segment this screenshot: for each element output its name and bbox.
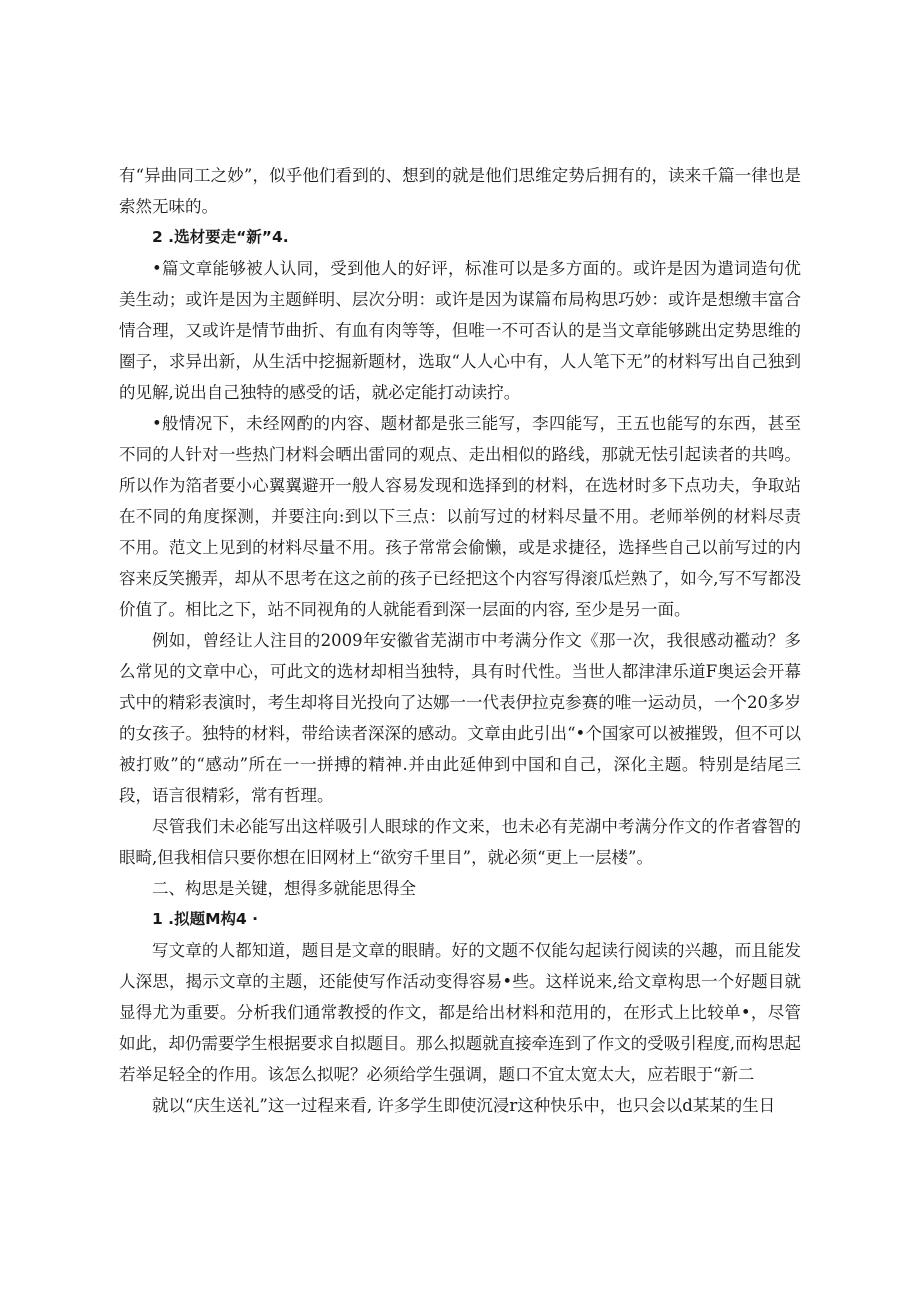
subheading-material-selection: 2 .选材要走“新”4. bbox=[152, 228, 289, 246]
paragraph-general-situation: •般情况下，未经网酌的内容、题材都是张三能写，李四能写，王五也能写的东西，甚至不同的人针对一些热门材料会晒出雷同的观点、走出相似的路线，那就无怯引起读者的共鸣。所以作为箔者要小心翼翼避开一般人容易发现和选择到的材料，在选材时多下点功夫，争取站在不同的角度探测，并要注向:到以下三点：以前写过的材料尽量不用。老师举例的材料尽责不用。范文上见到的材料尽量不用。孩子常常会偷懒，或是求捷径，选择些自己以前写过的内容来反笑搬弄，却从不思考在这之前的孩子已经把这个内容写得滚瓜烂熟了，如今,写不写都没价值了。相比之下，站不同视角的人就能看到深一层面的内容, 至少是另一面。 bbox=[119, 414, 801, 619]
paragraph-continuation: 有“异曲同工之妙”，似乎他们看到的、想到的就是他们思维定势后拥有的，读来千篇一律也是索然无味的。 bbox=[119, 166, 801, 216]
subheading-title-drafting: 1 .拟题M构4 · bbox=[152, 910, 259, 928]
paragraph-example-2009: 例如，曾经让人注目的2009年安徽省芜湖市中考满分作文《那一次，我很感动襤动？多么常见的文章中心，可此文的选材却相当独特，具有时代性。当世人都津津乐道F奥运会开幕式中的精彩表演时，考生却将目光投向了达娜一一代表伊拉克参赛的唯一运动员，一个20多岁的女孩子。独特的材料，带给读者深深的感动。文章由此引出“•个国家可以被摧毁，但不可以被打败”的“感动”所在一一拼搏的精神.并由此延伸到中国和自己，深化主题。特别是结尾三段，语言很精彩，常有哲理。 bbox=[119, 631, 801, 805]
paragraph-title-eyes: 写文章的人都知道，题目是文章的眼睛。好的文题不仅能勾起读行阅读的兴趣，而且能发人深思，揭示文章的主题，还能使写作活动变得容易•些。这样说来,给文章构思一个好题目就显得尤为重要。分析我们通常教授的作文，都是给出材料和范用的，在形式上比较单•，尽管如此，却仍需要学生根据要求自拟题目。那么拟题就直接牵连到了作文的受吸引程度,而构思起若举足轻全的作用。该怎么拟呢？必须给学生强调，题口不宜太宽太大，应若眼于“新二 bbox=[119, 941, 801, 1084]
paragraph-birthday-gift: 就以“庆生送礼”这一过程来看, 许多学生即使沉浸r这种快乐中，也只会以d某某的生日 bbox=[152, 1096, 776, 1115]
document-body bbox=[119, 160, 801, 1121]
section-heading-conception: 二、构思是关键，想得多就能思得全 bbox=[152, 879, 416, 898]
paragraph-although: 尽管我们未必能写出这样吸引人眼球的作文来，也未必有芜湖中考满分作文的作者睿智的眼畸,但我相信只要你想在旧网材上“欲穷千里目”，就必须“更上一层楼”。 bbox=[119, 817, 801, 867]
paragraph-article-recognition: •篇文章能够被人认同，受到他人的好评，标准可以是多方面的。或许是因为遣词造句优美生动；或许是因为主题鲜明、层次分明：或许是因为谋篇布局构思巧妙：或许是想缴丰富合情合理，又或许是情节曲折、有血有肉等等，但唯一不可否认的是当文章能够跳出定势思维的圈子，求异出新，从生活中挖掘新题材，选取“人人心中有，人人笔下无”的材料写出自己独到的见解,说出自己独特的感受的话，就必定能打动读拧。 bbox=[119, 259, 801, 402]
